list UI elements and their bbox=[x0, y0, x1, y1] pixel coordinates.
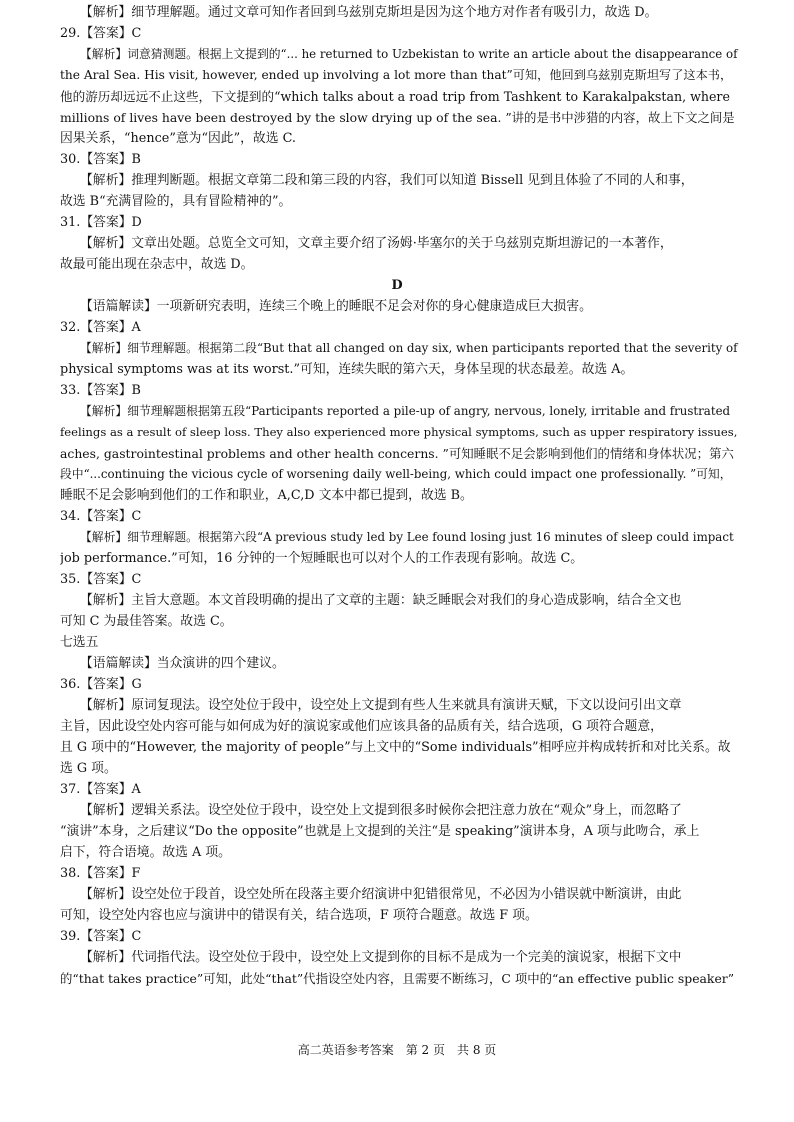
section-heading: 七选五 bbox=[60, 635, 99, 650]
text-line: feelings as a result of sleep loss. They also experienced more physical symptoms, such as upper respiratory issues, bbox=[60, 425, 738, 439]
answer-line: 37.【答案】A bbox=[60, 782, 141, 797]
text-line: 【解析】细节理解题。根据第二段“But that all changed on day six, when participants reported that the severity of bbox=[80, 341, 738, 355]
text-line: 【解析】原词复现法。设空处位于段中，设空处上文提到有些人生来就具有演讲天赋，下文以设问引出文章 bbox=[80, 698, 682, 713]
text-line: 【解析】推理判断题。根据文章第二段和第三段的内容，我们可以知道 Bissell 见到且体验了不同的人和事， bbox=[80, 173, 694, 188]
text-line: 【解析】文章出处题。总览全文可知，文章主要介绍了汤姆·毕塞尔的关于乌兹别克斯坦游记的一本著作， bbox=[80, 236, 673, 251]
answer-line: 32.【答案】A bbox=[60, 320, 141, 335]
text-line: 【解析】代词指代法。设空处位于段中，设空处上文提到你的目标不是成为一个完美的演说家，根据下文中 bbox=[80, 950, 682, 965]
answer-line: 36.【答案】G bbox=[60, 677, 142, 692]
answer-line: 31.【答案】D bbox=[60, 215, 142, 230]
page-footer: 高二英语参考答案 第 2 页 共 8 页 bbox=[297, 1043, 497, 1057]
text-line: 选 G 项。 bbox=[60, 761, 117, 776]
text-line: job performance.”可知，16 分钟的一个短睡眠也可以对个人的工作表现有影响。故选 C。 bbox=[60, 551, 584, 566]
text-line: 他的游历却远远不止这些，下文提到的“which talks about a road trip from Tashkent to Karakalpakstan, where bbox=[60, 89, 730, 104]
text-line: 睡眠不足会影响到他们的工作和职业，A,C,D 文本中都已提到，故选 B。 bbox=[60, 488, 473, 503]
text-line: 【解析】主旨大意题。本文首段明确的提出了文章的主题：缺乏睡眠会对我们的身心造成影响，结合全文也 bbox=[80, 593, 682, 608]
text-line: 故选 B“充满冒险的，具有冒险精神的”。 bbox=[60, 194, 292, 209]
answer-line: 35.【答案】C bbox=[60, 572, 142, 587]
text-line: 【解析】设空处位于段首，设空处所在段落主要介绍演讲中犯错很常见，不必因为小错误就中断演讲，由此 bbox=[80, 887, 682, 902]
section-heading: D bbox=[391, 278, 403, 293]
text-line: 的“that takes practice”可知，此处“that”代指设空处内容，且需要不断练习，C 项中的“an effective public speaker” bbox=[60, 971, 735, 986]
text-line: 因果关系，“hence”意为“因此”，故选 C. bbox=[60, 131, 296, 146]
answer-line: 34.【答案】C bbox=[60, 509, 142, 524]
text-line: millions of lives have been destroyed by the slow drying up of the sea. ”讲的是书中涉猎的内容，故上下文之间是 bbox=[60, 110, 735, 125]
text-line: 【解析】词意猜测题。根据上文提到的“... he returned to Uzbekistan to write an article about the disappearance of bbox=[80, 47, 738, 61]
text-line: 【解析】细节理解题根据第五段“Participants reported a pile-up of angry, nervous, lonely, irritable and frustrated bbox=[80, 404, 731, 418]
text-line: 【解析】逻辑关系法。设空处位于段中，设空处上文提到很多时候你会把注意力放在“观众”身上，而忽略了 bbox=[80, 803, 682, 818]
text-line: 且 G 项中的“However, the majority of people”与上文中的“Some individuals”相呼应并构成转折和对比关系。故 bbox=[60, 740, 731, 755]
answer-line: 30.【答案】B bbox=[60, 152, 141, 167]
text-line: 【解析】细节理解题。根据第六段“A previous study led by Lee found losing just 16 minutes of sleep could impact bbox=[80, 530, 734, 544]
text-line: 可知，设空处内容也应与演讲中的错误有关，结合选项，F 项符合题意。故选 F 项。 bbox=[60, 908, 538, 923]
text-line: 可知 C 为最佳答案。故选 C。 bbox=[60, 614, 233, 629]
text-line: 【语篇解读】一项新研究表明，连续三个晚上的睡眠不足会对你的身心健康造成巨大损害。 bbox=[80, 299, 592, 314]
text-line: 段中“...continuing the vicious cycle of worsening daily well-being, which could impact one professionally. ”可知， bbox=[60, 467, 732, 481]
text-line: the Aral Sea. His visit, however, ended up involving a lot more than that”可知，他回到乌兹别克斯坦写了这本书， bbox=[60, 68, 733, 82]
text-line: 【解析】细节理解题。通过文章可知作者回到乌兹别克斯坦是因为这个地方对作者有吸引力，故选 D。 bbox=[80, 5, 658, 20]
text-line: 启下，符合语境。故选 A 项。 bbox=[60, 845, 231, 860]
text-line: aches, gastrointestinal problems and other health concerns. ”可知睡眠不足会影响到他们的情绪和身体状况；第六 bbox=[60, 446, 734, 461]
text-line: physical symptoms was at its worst.”可知，连续失眠的第六天，身体呈现的状态最差。故选 A。 bbox=[60, 362, 634, 377]
text-line: 故最可能出现在杂志中，故选 D。 bbox=[60, 257, 254, 272]
answer-line: 38.【答案】F bbox=[60, 866, 141, 881]
text-line: “演讲”本身，之后建议“Do the opposite”也就是上文提到的关注“是 speaking”演讲本身，A 项与此吻合，承上 bbox=[60, 824, 700, 839]
answer-line: 33.【答案】B bbox=[60, 383, 141, 398]
answer-line: 39.【答案】C bbox=[60, 929, 142, 944]
answer-line: 29.【答案】C bbox=[60, 26, 142, 41]
text-line: 主旨，因此设空处内容可能与如何成为好的演说家或他们应该具备的品质有关，结合选项，G 项符合题意， bbox=[60, 719, 663, 734]
text-line: 【语篇解读】当众演讲的四个建议。 bbox=[80, 656, 285, 671]
